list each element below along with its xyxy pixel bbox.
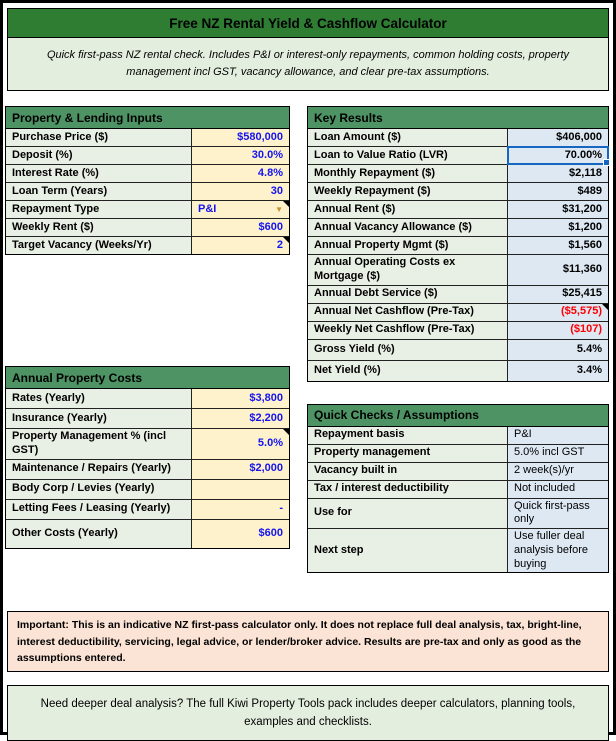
dropdown-arrow-icon[interactable]: ▼ xyxy=(275,204,283,214)
cell-value-text: ($107) xyxy=(570,323,602,336)
row-label: Next step xyxy=(308,529,508,572)
row-label: Weekly Net Cashflow (Pre-Tax) xyxy=(308,322,508,339)
row-label: Repayment basis xyxy=(308,427,508,444)
checks-row xyxy=(308,463,608,481)
cell-value-text: 3.4% xyxy=(576,363,602,376)
note-corner-icon xyxy=(283,429,289,435)
cell-value-text: $2,118 xyxy=(568,166,602,179)
inputs-row xyxy=(6,147,289,165)
cell-value[interactable] xyxy=(192,237,289,254)
row-label: Annual Operating Costs ex Mortgage ($) xyxy=(308,255,508,285)
row-label: Use for xyxy=(308,499,508,529)
row-label: Rates (Yearly) xyxy=(6,389,192,408)
cell-value[interactable] xyxy=(508,361,608,381)
row-label: Annual Property Mgmt ($) xyxy=(308,237,508,254)
row-label: Deposit (%) xyxy=(6,147,192,164)
page-title: Free NZ Rental Yield & Cashflow Calculator xyxy=(7,8,609,38)
spacer xyxy=(307,382,609,404)
cell-value-text: 5.4% xyxy=(576,342,602,355)
row-label: Monthly Repayment ($) xyxy=(308,165,508,182)
cell-value[interactable] xyxy=(508,286,608,303)
row-label: Annual Vacancy Allowance ($) xyxy=(308,219,508,236)
cell-value-text: ($5,575) xyxy=(561,305,602,318)
cell-value[interactable] xyxy=(192,520,289,548)
cell-value[interactable] xyxy=(508,255,608,285)
cell-value[interactable] xyxy=(192,165,289,182)
spacer xyxy=(5,255,290,366)
row-label: Loan Term (Years) xyxy=(6,183,192,200)
cell-value[interactable] xyxy=(508,463,608,480)
cell-value[interactable] xyxy=(192,129,289,146)
cell-value[interactable] xyxy=(508,340,608,360)
results-row xyxy=(308,219,608,237)
cell-value-text: - xyxy=(279,502,283,515)
cell-value-text: 4.8% xyxy=(257,166,283,179)
cell-value-text: $25,415 xyxy=(562,287,602,300)
cell-value[interactable] xyxy=(508,529,608,572)
results-row xyxy=(308,340,608,361)
row-label: Insurance (Yearly) xyxy=(6,409,192,428)
cell-value[interactable] xyxy=(192,219,289,236)
inputs-row xyxy=(6,201,289,219)
costs-row xyxy=(6,409,289,429)
inputs-row xyxy=(6,129,289,147)
results-row xyxy=(308,129,608,147)
main-grid xyxy=(5,106,609,573)
footer-note: Need deeper deal analysis? The full Kiwi Property Tools pack includes deeper calculators, planning tools, examples and checklists. xyxy=(7,685,609,741)
row-label: Property management xyxy=(308,445,508,462)
cell-value[interactable] xyxy=(508,427,608,444)
checks-row xyxy=(308,529,608,572)
row-label: Letting Fees / Leasing (Yearly) xyxy=(6,500,192,519)
cell-value-text: $1,200 xyxy=(568,220,602,233)
annual-property-costs-table xyxy=(5,366,290,549)
costs-row xyxy=(6,389,289,409)
cell-value[interactable] xyxy=(508,183,608,200)
cell-value[interactable] xyxy=(508,499,608,529)
row-label: Annual Rent ($) xyxy=(308,201,508,218)
results-row xyxy=(308,201,608,219)
inputs-row xyxy=(6,165,289,183)
costs-row xyxy=(6,480,289,500)
cell-value-text: $1,560 xyxy=(568,238,602,251)
cell-value-text: 2 week(s)/yr xyxy=(514,464,574,477)
property-lending-inputs-table xyxy=(5,106,290,255)
cell-value[interactable] xyxy=(508,237,608,254)
inputs-row xyxy=(6,183,289,201)
cell-value[interactable] xyxy=(192,201,289,218)
page-subtitle: Quick first-pass NZ rental check. Includes P&I or interest-only repayments, common holding costs, property management incl GST, vacancy allowance, and clear pre-tax assumptions. xyxy=(7,38,609,91)
quick-checks-assumptions-table xyxy=(307,404,609,574)
row-label: Annual Debt Service ($) xyxy=(308,286,508,303)
key-results-table xyxy=(307,106,609,382)
cell-value[interactable] xyxy=(508,129,608,146)
row-label: Interest Rate (%) xyxy=(6,165,192,182)
cell-value-text: Not included xyxy=(514,482,576,495)
results-row xyxy=(308,183,608,201)
row-label: Maintenance / Repairs (Yearly) xyxy=(6,460,192,479)
cell-value-text: $600 xyxy=(258,220,283,233)
row-label: Other Costs (Yearly) xyxy=(6,520,192,548)
cell-value[interactable] xyxy=(508,445,608,462)
cell-value[interactable] xyxy=(192,500,289,519)
cell-value[interactable] xyxy=(508,481,608,498)
costs-header: Annual Property Costs xyxy=(6,367,289,389)
cell-value-text: 5.0% incl GST xyxy=(514,446,585,459)
results-row xyxy=(308,255,608,286)
cell-value-text: $600 xyxy=(258,526,283,539)
cell-value[interactable] xyxy=(508,201,608,218)
checks-row xyxy=(308,499,608,530)
results-row xyxy=(308,147,608,165)
cell-value-text: $3,800 xyxy=(249,391,283,404)
cell-value[interactable] xyxy=(192,460,289,479)
results-header: Key Results xyxy=(308,107,608,129)
inputs-header: Property & Lending Inputs xyxy=(6,107,289,129)
cell-value-text: Use fuller deal analysis before buying xyxy=(514,530,588,570)
right-column xyxy=(307,106,609,573)
cell-value-text: Quick first-pass only xyxy=(514,499,590,526)
costs-row xyxy=(6,500,289,520)
cell-value[interactable] xyxy=(192,429,289,459)
cell-value-text: $2,200 xyxy=(249,411,283,424)
checks-header: Quick Checks / Assumptions xyxy=(308,405,608,427)
left-column xyxy=(5,106,290,573)
cell-value-text: $406,000 xyxy=(556,130,602,143)
cell-value-text: 2 xyxy=(276,238,283,251)
cell-value[interactable] xyxy=(508,147,608,164)
inputs-row xyxy=(6,219,289,237)
cell-value[interactable] xyxy=(508,219,608,236)
results-row xyxy=(308,304,608,322)
row-label: Target Vacancy (Weeks/Yr) xyxy=(6,237,192,254)
cell-value-text: $489 xyxy=(577,184,602,197)
cell-value-text: $580,000 xyxy=(237,130,283,143)
results-row xyxy=(308,361,608,381)
cell-value-text: 30.0% xyxy=(251,148,283,161)
note-corner-icon xyxy=(283,237,289,243)
costs-row xyxy=(6,460,289,480)
row-label: Annual Net Cashflow (Pre-Tax) xyxy=(308,304,508,321)
cell-value[interactable] xyxy=(192,183,289,200)
cell-value-text: 30 xyxy=(270,184,283,197)
results-row xyxy=(308,165,608,183)
row-label: Vacancy built in xyxy=(308,463,508,480)
row-label: Weekly Rent ($) xyxy=(6,219,192,236)
disclaimer-note: Important: This is an indicative NZ first-pass calculator only. It does not replace full deal analysis, tax, bright-line, interest deductibility, servicing, legal advice, or lender/broker advice. Results are pre-tax and only as good as the assumptions entered. xyxy=(7,611,609,672)
row-label: Loan Amount ($) xyxy=(308,129,508,146)
cell-value[interactable] xyxy=(508,304,608,321)
results-row xyxy=(308,237,608,255)
cell-value[interactable] xyxy=(192,480,289,499)
cell-value-text: 70.00% xyxy=(564,148,602,161)
row-label: Tax / interest deductibility xyxy=(308,481,508,498)
row-label: Weekly Repayment ($) xyxy=(308,183,508,200)
row-label: Net Yield (%) xyxy=(308,361,508,381)
gap-band xyxy=(3,672,613,685)
row-label: Property Management % (incl GST) xyxy=(6,429,192,459)
cell-value[interactable] xyxy=(192,389,289,408)
cell-value-text: $11,360 xyxy=(562,262,602,275)
inputs-row xyxy=(6,237,289,254)
row-label: Purchase Price ($) xyxy=(6,129,192,146)
row-label: Repayment Type xyxy=(6,201,192,218)
cell-value[interactable] xyxy=(192,147,289,164)
cell-value[interactable] xyxy=(508,165,608,182)
checks-row xyxy=(308,445,608,463)
note-corner-icon xyxy=(283,201,289,207)
cell-value-text: 5.0% xyxy=(257,436,283,449)
row-label: Gross Yield (%) xyxy=(308,340,508,360)
cell-value[interactable] xyxy=(192,409,289,428)
note-corner-icon xyxy=(602,304,608,310)
cell-value-text: P&I xyxy=(514,428,532,441)
results-row xyxy=(308,286,608,304)
row-label: Loan to Value Ratio (LVR) xyxy=(308,147,508,164)
checks-row xyxy=(308,481,608,499)
results-row xyxy=(308,322,608,340)
cell-value[interactable] xyxy=(508,322,608,339)
cell-value-text: $31,200 xyxy=(562,202,602,215)
checks-row xyxy=(308,427,608,445)
row-label: Body Corp / Levies (Yearly) xyxy=(6,480,192,499)
cell-value-text: $2,000 xyxy=(249,462,283,475)
cell-value-text: P&I xyxy=(198,202,217,215)
costs-row xyxy=(6,429,289,460)
costs-row xyxy=(6,520,289,548)
